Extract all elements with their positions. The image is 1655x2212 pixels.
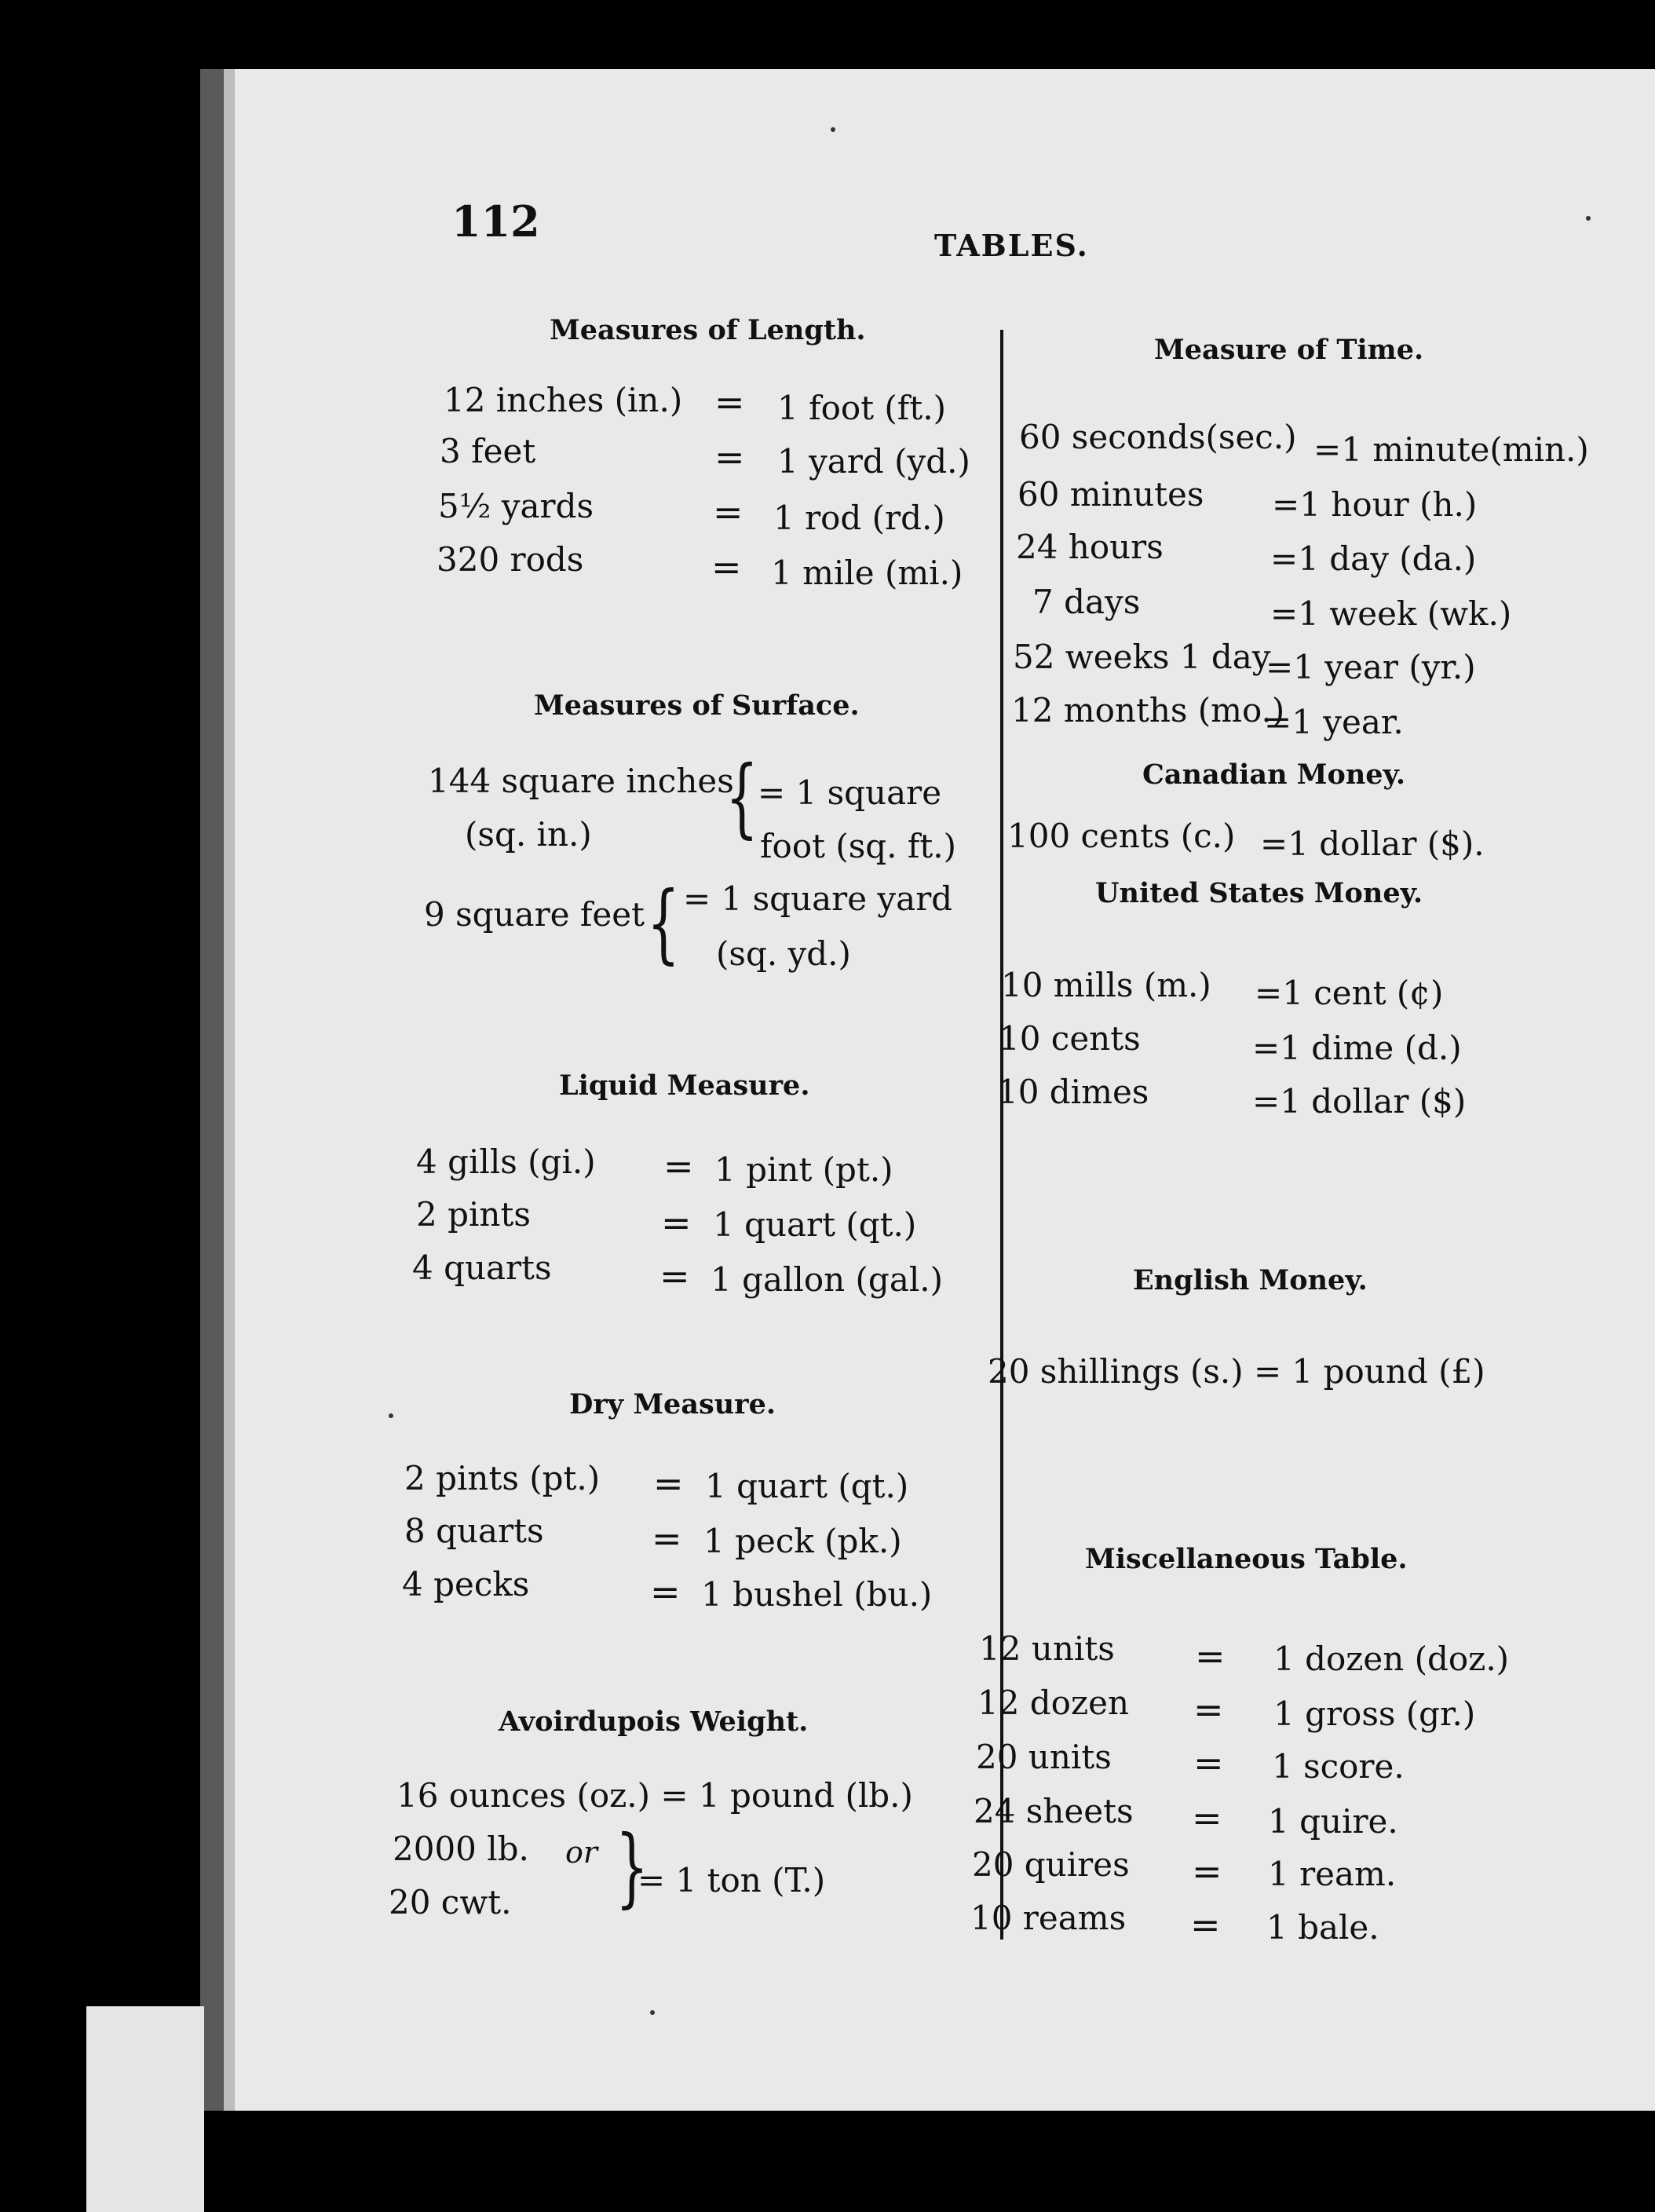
avoirdupois-title: Avoirdupois Weight. bbox=[499, 1706, 809, 1738]
dry-row-right: 1 peck (pk.) bbox=[703, 1522, 902, 1560]
avoirdupois-row2-right: = 1 ton (T.) bbox=[638, 1861, 826, 1899]
time-row-right: =1 minute(min.) bbox=[1313, 430, 1589, 469]
dry-row-left: 8 quarts bbox=[404, 1512, 544, 1550]
misc-title: Miscellaneous Table. bbox=[1085, 1543, 1408, 1575]
misc-row-eq: = bbox=[1192, 1797, 1222, 1839]
us-title: United States Money. bbox=[1095, 877, 1423, 909]
misc-row-eq: = bbox=[1195, 1635, 1226, 1677]
length-row-right: 1 rod (rd.) bbox=[773, 499, 945, 537]
us-row-left: 10 mills (m.) bbox=[1001, 966, 1211, 1004]
misc-row-right: 1 quire. bbox=[1268, 1802, 1398, 1841]
dry-row-eq: = bbox=[653, 1462, 684, 1505]
liquid-row-right: 1 pint (pt.) bbox=[714, 1150, 893, 1189]
avoirdupois-row2-b: 20 cwt. bbox=[389, 1883, 512, 1921]
scan-speck bbox=[1586, 216, 1591, 221]
misc-row-eq: = bbox=[1190, 1903, 1221, 1946]
dry-row-eq: = bbox=[650, 1570, 681, 1613]
english-title: English Money. bbox=[1133, 1264, 1368, 1296]
length-row-eq: = bbox=[714, 436, 745, 478]
time-row-left: 7 days bbox=[1032, 583, 1141, 621]
liquid-row-left: 2 pints bbox=[416, 1195, 531, 1234]
dry-row-left: 2 pints (pt.) bbox=[404, 1459, 601, 1497]
length-row-right: 1 yard (yd.) bbox=[777, 442, 970, 481]
length-row-eq: = bbox=[714, 381, 745, 423]
liquid-row-eq: = bbox=[663, 1145, 694, 1187]
liquid-title: Liquid Measure. bbox=[559, 1069, 810, 1102]
time-row-left: 60 minutes bbox=[1017, 475, 1204, 514]
misc-row-left: 20 quires bbox=[972, 1845, 1130, 1884]
us-row-right: =1 dime (d.) bbox=[1252, 1029, 1462, 1067]
misc-row-eq: = bbox=[1193, 1688, 1224, 1731]
length-row-left: 320 rods bbox=[437, 540, 584, 579]
liquid-row-left: 4 quarts bbox=[412, 1249, 552, 1287]
us-row-left: 10 dimes bbox=[997, 1073, 1149, 1111]
avoirdupois-or: or bbox=[565, 1835, 598, 1870]
scan-speck bbox=[650, 2010, 655, 2015]
dry-row-eq: = bbox=[652, 1517, 682, 1559]
time-row-left: 52 weeks 1 day bbox=[1013, 638, 1271, 676]
surface-right-2a: = 1 square yard bbox=[683, 879, 953, 918]
surface-title: Measures of Surface. bbox=[534, 689, 860, 722]
book-spine bbox=[200, 69, 224, 2111]
time-row-left: 12 months (mo.) bbox=[1011, 691, 1285, 729]
length-row-left: 3 feet bbox=[440, 432, 536, 470]
surface-left-a: 144 square inches bbox=[428, 762, 734, 800]
misc-row-left: 10 reams bbox=[970, 1899, 1127, 1937]
misc-row-right: 1 bale. bbox=[1266, 1908, 1379, 1947]
misc-row-left: 20 units bbox=[976, 1738, 1112, 1776]
us-row-left: 10 cents bbox=[999, 1019, 1141, 1058]
misc-row-right: 1 gross (gr.) bbox=[1273, 1695, 1476, 1733]
misc-row-right: 1 dozen (doz.) bbox=[1273, 1640, 1510, 1678]
us-row-right: =1 dollar ($) bbox=[1252, 1082, 1467, 1121]
tab-strip bbox=[86, 2006, 204, 2212]
dry-row-right: 1 quart (qt.) bbox=[705, 1467, 909, 1505]
scan-speck bbox=[831, 127, 835, 132]
length-row-eq: = bbox=[713, 491, 743, 533]
liquid-row-eq: = bbox=[659, 1255, 690, 1297]
liquid-row-right: 1 gallon (gal.) bbox=[711, 1260, 944, 1299]
scan-speck bbox=[389, 1413, 393, 1418]
liquid-row-right: 1 quart (qt.) bbox=[713, 1205, 917, 1244]
misc-row-left: 12 units bbox=[979, 1629, 1115, 1668]
time-row-right: =1 day (da.) bbox=[1270, 539, 1477, 578]
time-row-right: =1 year (yr.) bbox=[1266, 648, 1476, 686]
liquid-row-left: 4 gills (gi.) bbox=[416, 1143, 596, 1181]
english-row: 20 shillings (s.) = 1 pound (£) bbox=[988, 1352, 1485, 1391]
brace-icon: { bbox=[647, 872, 680, 973]
misc-row-eq: = bbox=[1193, 1742, 1224, 1784]
length-row-left: 5½ yards bbox=[438, 487, 594, 525]
us-row-right: =1 cent (¢) bbox=[1255, 974, 1444, 1012]
running-head: TABLES. bbox=[934, 228, 1089, 263]
time-row-right: =1 hour (h.) bbox=[1272, 485, 1478, 524]
length-row-right: 1 mile (mi.) bbox=[771, 554, 963, 592]
time-row-left: 24 hours bbox=[1016, 528, 1164, 566]
time-row-left: 60 seconds(sec.) bbox=[1019, 418, 1297, 456]
surface-left-b: (sq. in.) bbox=[465, 815, 592, 854]
misc-row-left: 24 sheets bbox=[974, 1792, 1134, 1830]
page-number: 112 bbox=[451, 196, 540, 247]
dry-row-right: 1 bushel (bu.) bbox=[701, 1575, 933, 1614]
surface-right-2b: (sq. yd.) bbox=[716, 934, 851, 973]
length-row-right: 1 foot (ft.) bbox=[777, 389, 946, 427]
length-row-eq: = bbox=[711, 546, 742, 588]
avoirdupois-row1: 16 ounces (oz.) = 1 pound (lb.) bbox=[396, 1776, 913, 1815]
misc-row-right: 1 score. bbox=[1272, 1747, 1405, 1786]
canadian-right: =1 dollar ($). bbox=[1260, 824, 1485, 863]
canadian-title: Canadian Money. bbox=[1142, 759, 1406, 791]
canadian-left: 100 cents (c.) bbox=[1007, 817, 1236, 855]
misc-row-right: 1 ream. bbox=[1268, 1855, 1397, 1893]
misc-row-eq: = bbox=[1192, 1850, 1222, 1892]
time-row-right: =1 year. bbox=[1264, 703, 1404, 741]
dry-title: Dry Measure. bbox=[569, 1388, 776, 1420]
misc-row-left: 12 dozen bbox=[977, 1684, 1129, 1722]
length-title: Measures of Length. bbox=[550, 314, 866, 346]
surface-right-a: = 1 square bbox=[758, 773, 942, 812]
time-row-right: =1 week (wk.) bbox=[1270, 594, 1512, 633]
surface-right-b: foot (sq. ft.) bbox=[760, 827, 957, 865]
brace-icon: { bbox=[725, 747, 758, 847]
time-title: Measure of Time. bbox=[1154, 334, 1424, 366]
surface-left-2: 9 square feet bbox=[424, 895, 645, 934]
liquid-row-eq: = bbox=[661, 1201, 692, 1244]
brace-icon: } bbox=[616, 1816, 648, 1917]
avoirdupois-row2-a: 2000 lb. bbox=[393, 1830, 529, 1868]
length-row-left: 12 inches (in.) bbox=[444, 381, 683, 419]
book-spine-edge bbox=[224, 69, 235, 2111]
dry-row-left: 4 pecks bbox=[402, 1565, 530, 1603]
